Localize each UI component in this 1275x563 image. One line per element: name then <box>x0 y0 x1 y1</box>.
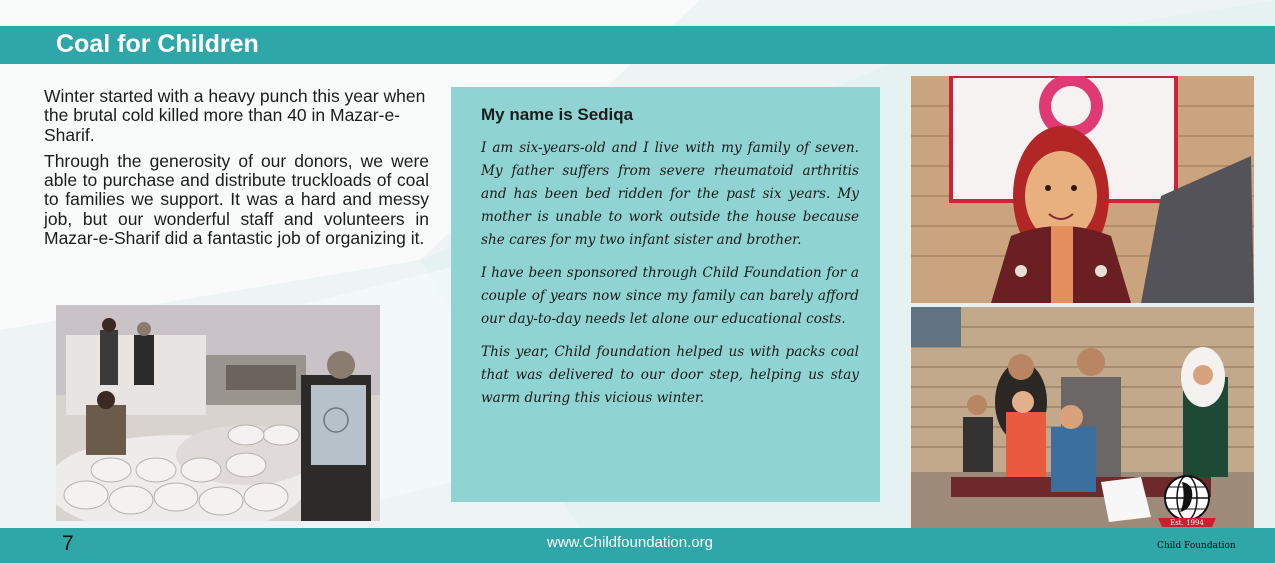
title-bar <box>0 26 1275 64</box>
story-paragraph: I am six-years-old and I live with my family of seven. My father suffers from severe rheumatoid arthritis and has been bed ridden for the past six years. My mother is unable to work outside the house because she cares for my two infant sister and brother. <box>481 140 859 248</box>
story-box <box>451 87 880 502</box>
story-heading: My name is Sediqa <box>481 105 634 124</box>
sediqa-portrait-photo <box>911 76 1254 303</box>
story-paragraph: I have been sponsored through Child Foundation for a couple of years now since my family can barely afford our day-to-day needs let alone our educational costs. <box>481 265 859 327</box>
footer-bar <box>0 528 1275 563</box>
child-foundation-globe-logo <box>1154 472 1220 530</box>
coal-distribution-photo <box>56 305 380 521</box>
page-number: 7 <box>62 532 74 555</box>
logo-est-text: Est. 1994 <box>1170 519 1204 527</box>
intro-text <box>44 87 429 255</box>
story-paragraph: This year, Child foundation helped us with packs coal that was delivered to our door step, helping us stay warm during this vicious winter. <box>481 344 859 406</box>
story-body <box>481 137 859 420</box>
website-link[interactable]: www.Childfoundation.org <box>547 534 713 551</box>
logo-label: Child Foundation <box>1157 541 1236 551</box>
intro-paragraph-2: Through the generosity of our donors, we were able to purchase and distribute truckloads of coal to families we support. It was a hard and messy job, but our wonderful staff and volunteers in Mazar-e-Sharif did a fantastic job of organizing it. <box>44 150 429 248</box>
page-title: Coal for Children <box>56 30 259 58</box>
intro-paragraph-1: Winter started with a heavy punch this year when the brutal cold killed more than 40 in Mazar-e-Sharif. <box>44 86 426 145</box>
